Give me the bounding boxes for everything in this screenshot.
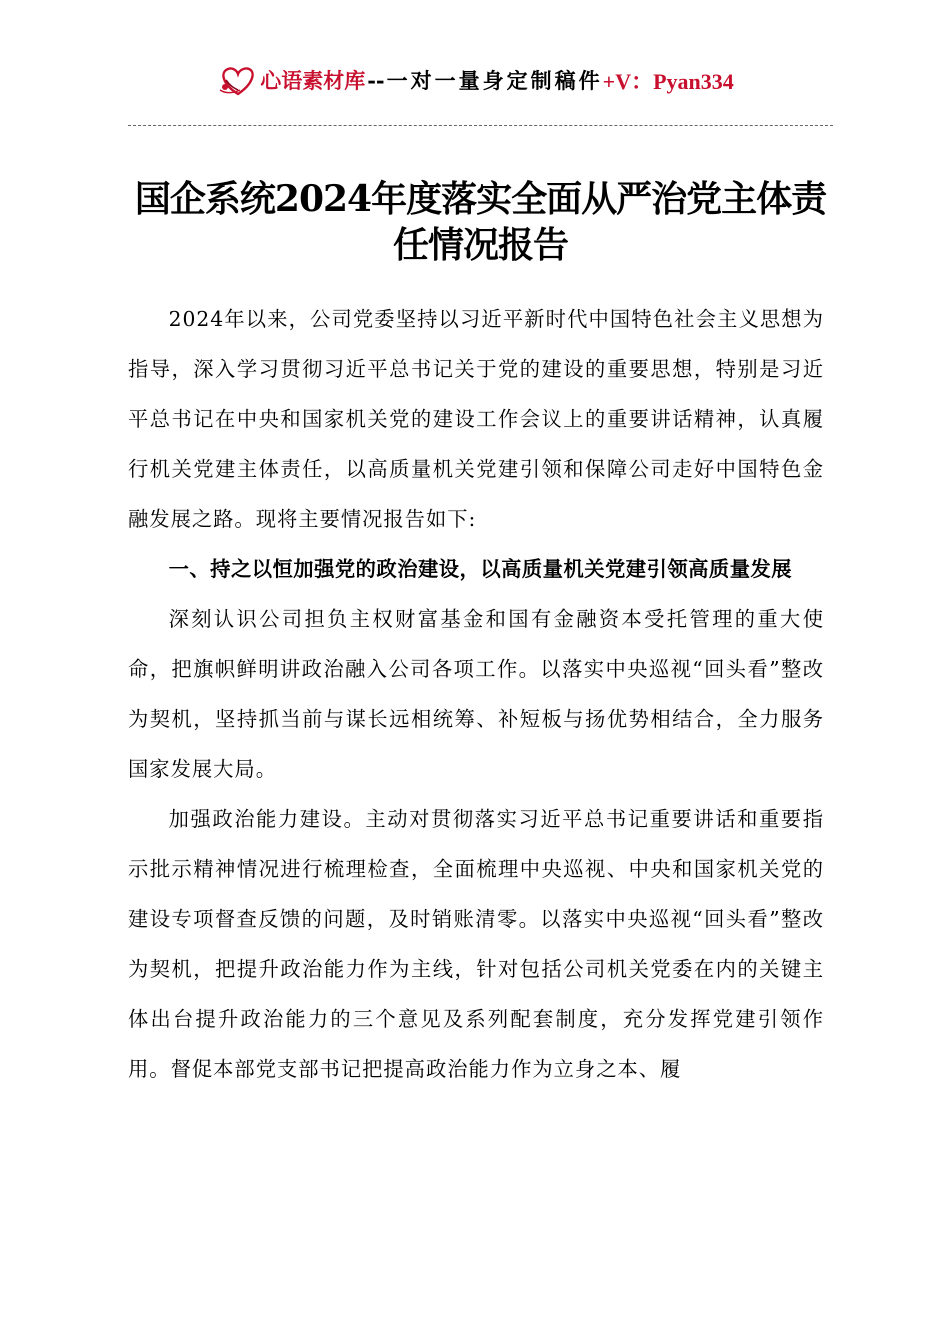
heart-logo-icon [216, 60, 258, 100]
intro-paragraph: 2024年以来，公司党委坚持以习近平新时代中国特色社会主义思想为指导，深入学习贯彻习近平总书记关于党的建设的重要思想，特别是习近平总书记在中央和国家机关党的建设工作会议上的重要讲话精神，认真履行机关党建主体责任，以高质量机关党建引领和保障公司走好中国特色金融发展之路。现将主要情况报告如下: [128, 307, 824, 531]
body-paragraph: 深刻认识公司担负主权财富基金和国有金融资本受托管理的重大使命，把旗帜鲜明讲政治融入公司各项工作。以落实中央巡视“回头看”整改为契机，坚持抓当前与谋长远相统筹、补短板与扬优势相结合，全力服务国家发展大局。 [128, 607, 824, 781]
body-paragraph: 加强政治能力建设。主动对贯彻落实习近平总书记重要讲话和重要指示批示精神情况进行梳理检查，全面梳理中央巡视、中央和国家机关党的建设专项督查反馈的问题，及时销账清零。以落实中央巡视“回头看”整改为契机，把提升政治能力作为主线，针对包括公司机关党委在内的关键主体出台提升政治能力的三个意见及系列配套制度，充分发挥党建引领作用。督促本部党支部书记把提高政治能力作为立身之本、履 [128, 807, 824, 1081]
brand-name: 心语素材库 [260, 68, 366, 93]
section-heading-1: 一、持之以恒加强党的政治建设，以高质量机关党建引领高质量发展 [168, 557, 793, 581]
header-separator: -- [367, 67, 385, 93]
document-title: 国企系统2024年度落实全面从严治党主体责任情况报告 [134, 178, 827, 266]
document-body [128, 294, 824, 1094]
page-header [0, 58, 950, 102]
header-contact: +V：Pyan334 [602, 68, 734, 94]
header-divider [128, 125, 833, 126]
header-tagline: 一对一量身定制稿件 [386, 68, 603, 93]
